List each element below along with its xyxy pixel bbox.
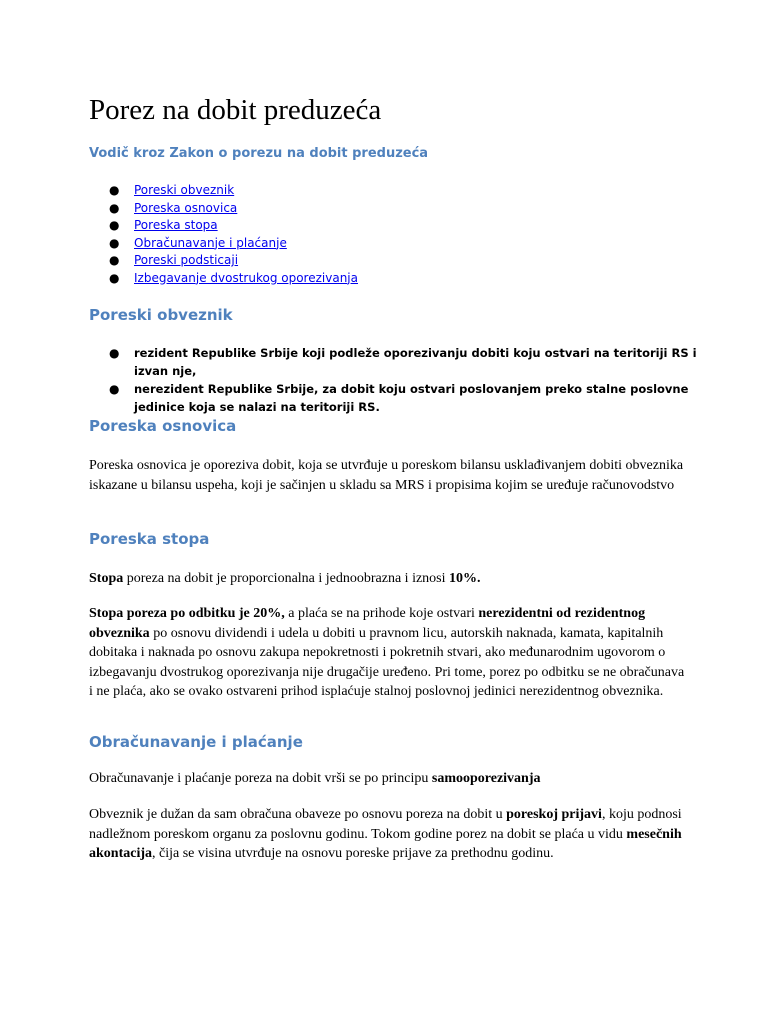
bullet-icon: ● [109, 200, 120, 215]
toc-link-obracunavanje[interactable]: Obračunavanje i plaćanje [134, 235, 287, 250]
obracunavanje-paragraph-1 [89, 769, 689, 789]
toc-item [89, 235, 589, 253]
obracunavanje-paragraph-2 [89, 805, 689, 864]
stopa-paragraph-1 [89, 569, 689, 589]
obveznik-list [89, 344, 709, 416]
toc-link-poreski-podsticaji[interactable]: Poreski podsticaji [134, 253, 239, 267]
bold-text: mesečnih akontacija [89, 826, 682, 861]
stopa-paragraph-2 [89, 604, 689, 702]
toc-link-poreska-osnovica[interactable]: Poreska osnovica [134, 200, 238, 215]
paragraph-text: a plaća se na prihode koje ostvari [284, 606, 479, 621]
heading-poreska-stopa: Poreska stopa [89, 530, 210, 548]
paragraph-text: Obračunavanje i plaćanje poreza na dobit vrši se po principu [89, 771, 432, 786]
bullet-icon: ● [109, 382, 120, 396]
bullet-icon: ● [109, 218, 120, 232]
heading-obracunavanje: Obračunavanje i plaćanje [89, 733, 303, 751]
paragraph-text: , čija se visina utvrđuje na osnovu poreske prijave za prethodnu godinu. [152, 846, 554, 861]
bold-text: nerezidentni od rezidentnog obveznika [89, 606, 646, 641]
paragraph-text: , koju podnosi nadležnom poreskom organu za poslovnu godinu. Tokom godine porez na dobit se plaća u vidu [89, 807, 682, 842]
toc-link-izbegavanje[interactable]: Izbegavanje dvostrukog oporezivanja [134, 270, 358, 285]
heading-poreski-obveznik: Poreski obveznik [89, 306, 233, 324]
list-item-text: rezident Republike Srbije koji podleže oporezivanju dobiti koju ostvari na teritoriji RS i izvan nje, [134, 346, 697, 378]
bold-text: poreskoj prijavi [506, 807, 602, 822]
bold-text: 10%. [449, 571, 481, 586]
page-subtitle: Vodič kroz Zakon o porezu na dobit preduzeća [89, 146, 429, 161]
bullet-icon: ● [109, 253, 120, 267]
toc-item [89, 252, 589, 270]
toc-item [89, 217, 589, 235]
paragraph-text: poreza na dobit je proporcionalna i jednoobrazna i iznosi [123, 571, 450, 586]
bullet-icon: ● [109, 235, 120, 250]
list-item [89, 380, 709, 416]
bold-text: samooporezivanja [431, 771, 541, 786]
paragraph-text: po osnovu dividendi i udela u dobiti u pravnom licu, autorskih naknada, kamata, kapitalnih dobitaka i naknada po osnovu zakupa nepokretnosti i pokretnih stvari, ako međunarodnim ugovorom o izbegavanju dvostrukog oporezivanja nije drugačije uređeno. Pri tome, porez po odbitku se ne obračunava i ne plaća, ako se ovako ostvareni prihod isplaćuje stalnoj poslovnoj jedinici nerezidentnog obveznika. [89, 625, 685, 699]
heading-poreska-osnovica: Poreska osnovica [89, 417, 237, 435]
toc-link-poreska-stopa[interactable]: Poreska stopa [134, 218, 218, 232]
toc-item [89, 200, 589, 218]
page-title: Porez na dobit preduzeća [89, 94, 382, 126]
bold-text: Stopa poreza po odbitku je 20%, [89, 606, 285, 621]
osnovica-paragraph: Poreska osnovica je oporeziva dobit, koja se utvrđuje u poreskom bilansu usklađivanjem dobiti obveznika iskazane u bilansu uspeha, koji je sačinjen u skladu sa MRS i propisima kojim se uređuje računovodstvo [89, 458, 684, 493]
bullet-icon: ● [109, 183, 120, 197]
bold-text: Stopa [89, 571, 124, 586]
list-item [89, 344, 709, 380]
paragraph-text: Obveznik je dužan da sam obračuna obaveze po osnovu poreza na dobit u [89, 807, 507, 822]
table-of-contents [89, 182, 589, 287]
toc-link-poreski-obveznik[interactable]: Poreski obveznik [134, 183, 235, 197]
bullet-icon: ● [109, 270, 120, 285]
toc-item [89, 270, 589, 288]
list-item-text: nerezident Republike Srbije, za dobit koju ostvari poslovanjem preko stalne poslovne jedinice koja se nalazi na teritoriji RS. [134, 382, 689, 414]
bullet-icon: ● [109, 346, 120, 360]
toc-item [89, 182, 589, 200]
